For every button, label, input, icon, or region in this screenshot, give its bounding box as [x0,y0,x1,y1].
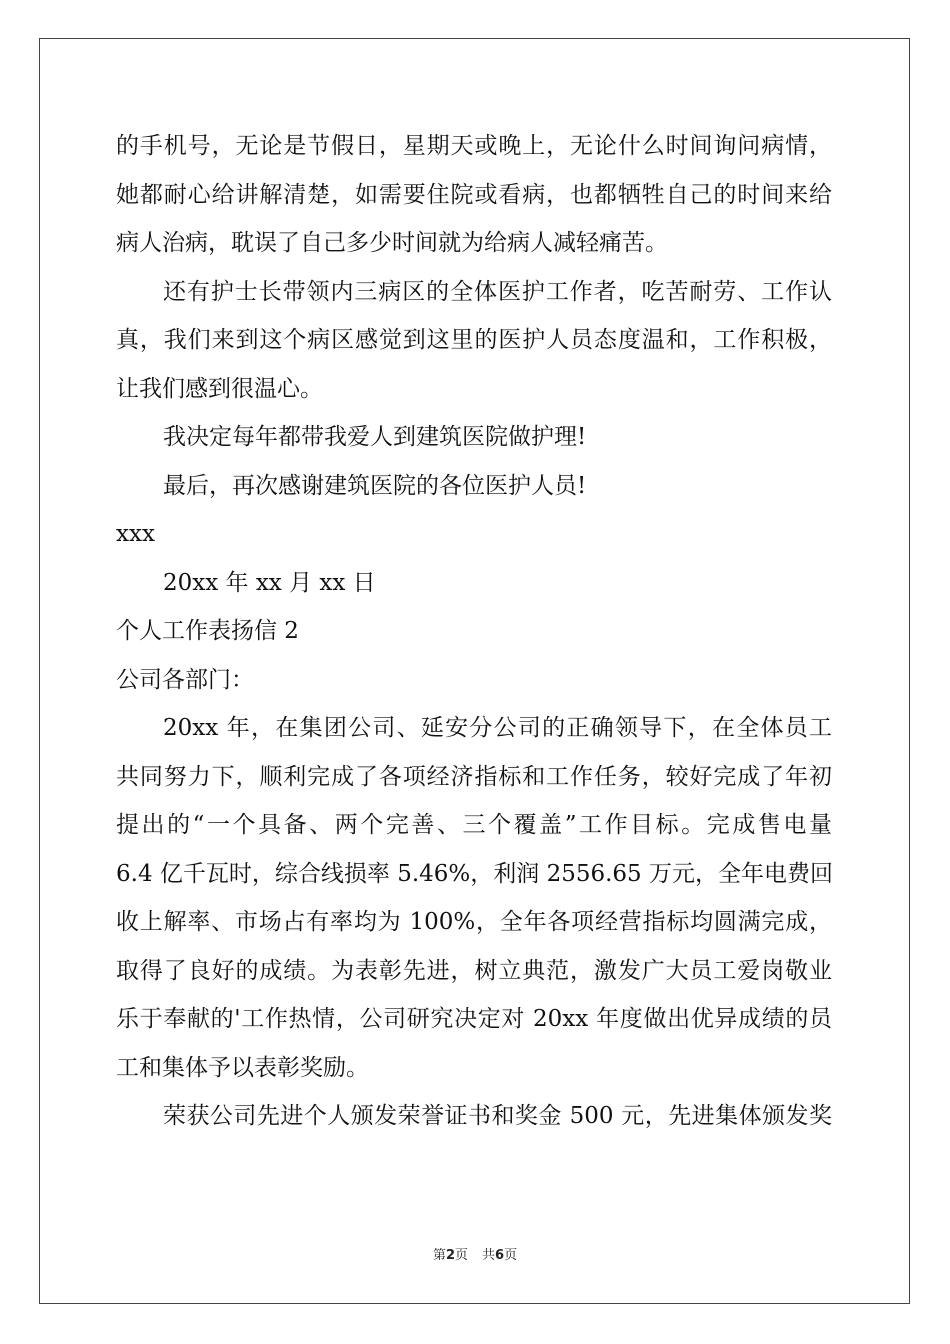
text-line: 最后，再次感谢建筑医院的各位医护人员! [163,472,587,499]
text-line: 还有护士长带领内三病区的全体医护工作者，吃苦耐劳、工作认 [163,278,832,305]
footer-page-total: 6 [495,1248,505,1263]
text-line: 公司各部门： [116,666,254,693]
text-line: 真，我们来到这个病区感觉到这里的医护人员态度温和，工作积极， [116,327,832,353]
text-line: 的手机号，无论是节假日，星期天或晚上，无论什么时间询问病情， [116,133,832,159]
footer-page-prefix: 第 [432,1248,446,1263]
text-line: 荣获公司先进个人颁发荣誉证书和奖金 500 元，先进集体颁发奖 [163,1103,832,1129]
text-line: 收上解率、市场占有率均为 100%，全年各项经营指标均圆满完成， [116,909,832,935]
footer-total-prefix: 共 [482,1248,496,1263]
page-footer [0,1244,950,1263]
text-line: 20xx 年 xx 月 xx 日 [163,569,376,596]
footer-page-suffix: 页 [454,1248,468,1263]
text-line: 工和集体予以表彰奖励。 [116,1054,369,1081]
text-line: 她都耐心给讲解清楚，如需要住院或看病，也都牺牲自己的时间来给 [116,181,832,208]
text-line: 病人治病，耽误了自己多少时间就为给病人减轻痛苦。 [116,230,668,256]
text-line: 6.4 亿千瓦时，综合线损率 5.46%，利润 2556.65 万元，全年电费回 [116,860,833,887]
text-line: 乐于奉献的'工作热情，公司研究决定对 20xx 年度做出优异成绩的员 [116,1006,832,1032]
text-line: 共同努力下，顺利完成了各项经济指标和工作任务，较好完成了年初 [116,763,832,790]
text-line: 让我们感到很温心。 [116,375,323,402]
footer-page-current: 2 [445,1248,455,1263]
text-line: 20xx 年，在集团公司、延安分公司的正确领导下，在全体员工 [163,715,832,741]
text-line: 我决定每年都带我爱人到建筑医院做护理! [163,424,587,450]
text-line: 个人工作表扬信 2 [116,618,299,644]
text-line: 取得了良好的成绩。为表彰先进，树立典范，激发广大员工爱岗敬业 [116,957,832,984]
text-line: 提出的“一个具备、两个完善、三个覆盖”工作目标。完成售电量 [116,812,832,838]
document-body [116,122,836,1141]
text-line: xxx [116,521,155,547]
footer-total-suffix: 页 [504,1248,518,1263]
